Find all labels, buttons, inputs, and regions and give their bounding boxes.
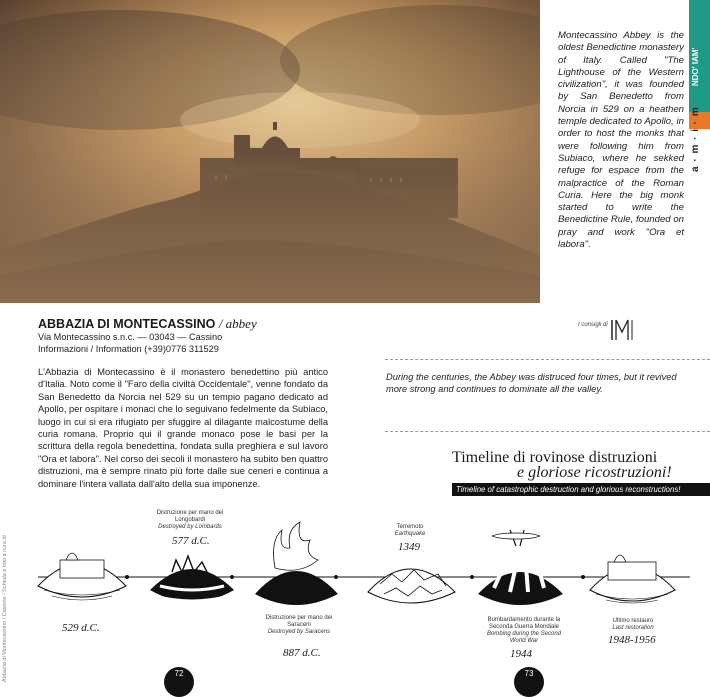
bombing-icon — [478, 530, 563, 605]
advice-label: I consigli di — [578, 322, 608, 328]
timeline-year: 529 d.C. — [62, 622, 100, 634]
page-number-right: 73 — [514, 667, 544, 697]
timeline-title: Timeline di rovinose distruzioni — [452, 449, 658, 466]
abbey-hill-icon — [38, 553, 126, 600]
divider — [385, 359, 710, 360]
timeline-event-label: Distruzione per mano dei Longobardi Destroyed by Lombards — [156, 510, 224, 530]
body-italian: L'Abbazia di Montecassino è il monastero benedettino più antico d'Italia. Noto come il "Faro della civiltà Occidentale", venne fondato da San Benedetto da Norcia nel 529 su un tempio pagano dedicato ad Apollo, per ospitare i monaci che lo seguivano fedelmente da Subiaco, luogo in cui si era rifugiato per sfuggire al dilagante malcostume della curia romana. Proprio qui il grande monaco pose le basi per la scrittura della regola benedettina, fondata sulla preghiera e sul lavoro "Ora et labora". Nel corso dei secoli il monastero ha subito ben quattro distruzioni, ma è sempre rinato più forte dalle sue ceneri e continua a dominare l'intera vallata dall'alto della sua imponenze. — [38, 367, 328, 489]
divider — [385, 431, 710, 432]
abbey-photo — [0, 0, 540, 303]
title-subtitle: / abbey — [218, 316, 257, 331]
timeline-title-italic: e gloriose ricostruzioni! — [517, 464, 672, 481]
timeline-year: 1349 — [398, 541, 420, 553]
section-tab-brand: a · m · i · m — [690, 106, 701, 172]
spine-credit: Abbazia di Montecassino / Cassino / Scheda e foto a cura di — [2, 535, 8, 682]
section-tab-label: NDO' IAM' — [691, 47, 700, 86]
info-line: Informazioni / Information (+39)0776 311529 — [38, 343, 219, 354]
destruction-lombards-icon — [150, 556, 234, 602]
body-english: During the centuries, the Abbey was distruced four times, but it revived more strong and continues to dominate all the valley. — [386, 372, 677, 395]
timeline-subtitle: Timeline of catastrophic destruction and glorious reconstructions! — [456, 485, 681, 494]
iam-logo-icon — [610, 318, 658, 347]
abbey-photo-image — [0, 0, 540, 303]
earthquake-icon — [368, 569, 455, 603]
restoration-icon — [590, 555, 675, 603]
page-number-left: 72 — [164, 667, 194, 697]
timeline-year: 1944 — [510, 648, 532, 660]
timeline-event-label: Bombardamento durante la Seconda Guerra Mondiale Bombing during the Second World War — [486, 617, 562, 644]
destruction-saracens-icon — [255, 522, 338, 605]
address-line: Via Montecassino s.n.c. — 03043 — Cassino — [38, 332, 223, 342]
side-english-text: Montecassino Abbey is the oldest Benedictine monastery of Italy. Called "The Lighthouse of the Western civilization", it was founded by San Benedetto from Norcia in 529 on a heathen temple dedicated to Apollo, in order to host the monks that were following him from Subiaco, where he sekked refuge for espace from the malpractice of the Roman Curia. Here the big monk started to write the Benedictine Rule, founded on pray and work "Ora et labora". — [558, 30, 684, 251]
timeline-illustration — [0, 500, 710, 670]
timeline-year: 577 d.C. — [172, 535, 210, 547]
page-title — [38, 316, 257, 332]
timeline-event-label: Ultimo restauro Last restoration — [612, 618, 654, 631]
timeline-event-label: Distruzione per mano dei Saraceni Destroyed by Saracens — [265, 615, 333, 635]
address-block — [38, 332, 222, 355]
title-main: ABBAZIA DI MONTECASSINO — [38, 317, 216, 331]
timeline-year: 887 d.C. — [283, 647, 321, 659]
timeline-event-label: Terremoto Earthquake — [394, 524, 426, 537]
timeline-year: 1948-1956 — [608, 634, 656, 646]
